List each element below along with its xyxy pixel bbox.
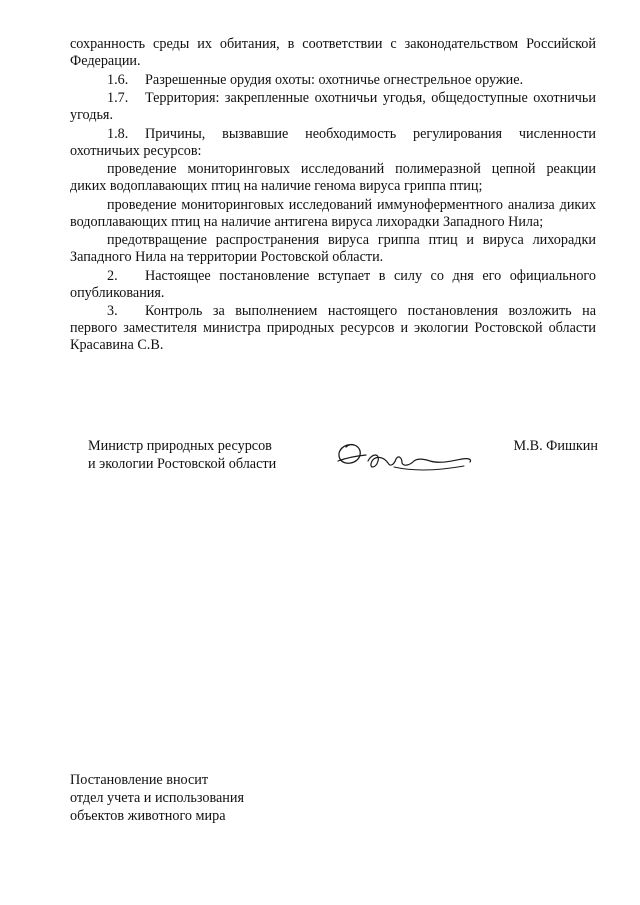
document-body xyxy=(70,36,596,356)
footer-line3: объектов животного мира xyxy=(70,808,226,824)
footer-note xyxy=(70,771,244,825)
paragraph-number: 1.8. xyxy=(107,125,129,142)
signatory-title-line1: Министр природных ресурсов xyxy=(88,438,272,454)
paragraph-number: 1.7. xyxy=(107,90,129,106)
paragraph-text: предотвращение распространения вируса гриппа птиц и вируса лихорадки Западного Нила на территории Ростовской области. xyxy=(70,232,596,265)
paragraph-reason-elisa xyxy=(70,197,596,231)
paragraph-3 xyxy=(70,303,596,354)
paragraph-text: Настоящее постановление вступает в силу со дня его официального опубликования. xyxy=(70,267,596,301)
paragraph-2 xyxy=(70,268,596,302)
paragraph-text: Контроль за выполнением настоящего постановления возложить на первого заместителя министра природных ресурсов и экологии Ростовской области Красавина С.В. xyxy=(70,303,596,353)
signatory-title xyxy=(88,437,276,473)
paragraph-continuation xyxy=(70,36,596,70)
signatory-title-line2: и экологии Ростовской области xyxy=(88,456,277,472)
paragraph-number: 3. xyxy=(107,303,118,319)
paragraph-text: Разрешенные орудия охоты: охотничье огнестрельное оружие. xyxy=(145,71,524,88)
paragraph-number: 1.6. xyxy=(107,71,129,88)
paragraph-1-7 xyxy=(70,90,596,124)
paragraph-text: проведение мониторинговых исследований иммуноферментного анализа диких водоплавающих птиц на наличие антигена вируса лихорадки Западного Нила; xyxy=(70,196,596,230)
footer-line2: отдел учета и использования xyxy=(70,790,245,806)
paragraph-number: 2. xyxy=(107,267,118,284)
paragraph-1-6 xyxy=(70,72,596,89)
paragraph-text: проведение мониторинговых исследований полимеразной цепной реакции диких водоплавающих птиц на наличие генома вируса гриппа птиц; xyxy=(70,161,596,194)
paragraph-reason-pcr xyxy=(70,161,596,195)
paragraph-text: Территория: закрепленные охотничьи угодья, общедоступные охотничьи угодья. xyxy=(70,90,596,123)
paragraph-text: Причины, вызвавшие необходимость регулирования численности охотничьих ресурсов: xyxy=(70,125,596,159)
signature-block xyxy=(88,437,598,497)
handwritten-signature xyxy=(332,431,482,486)
paragraph-text: сохранность среды их обитания, в соответствии с законодательством Российской Федерации. xyxy=(70,36,596,69)
paragraph-1-8 xyxy=(70,126,596,160)
signatory-name: М.В. Фишкин xyxy=(513,438,598,454)
paragraph-reason-prevention xyxy=(70,232,596,266)
footer-line1: Постановление вносит xyxy=(70,772,209,788)
